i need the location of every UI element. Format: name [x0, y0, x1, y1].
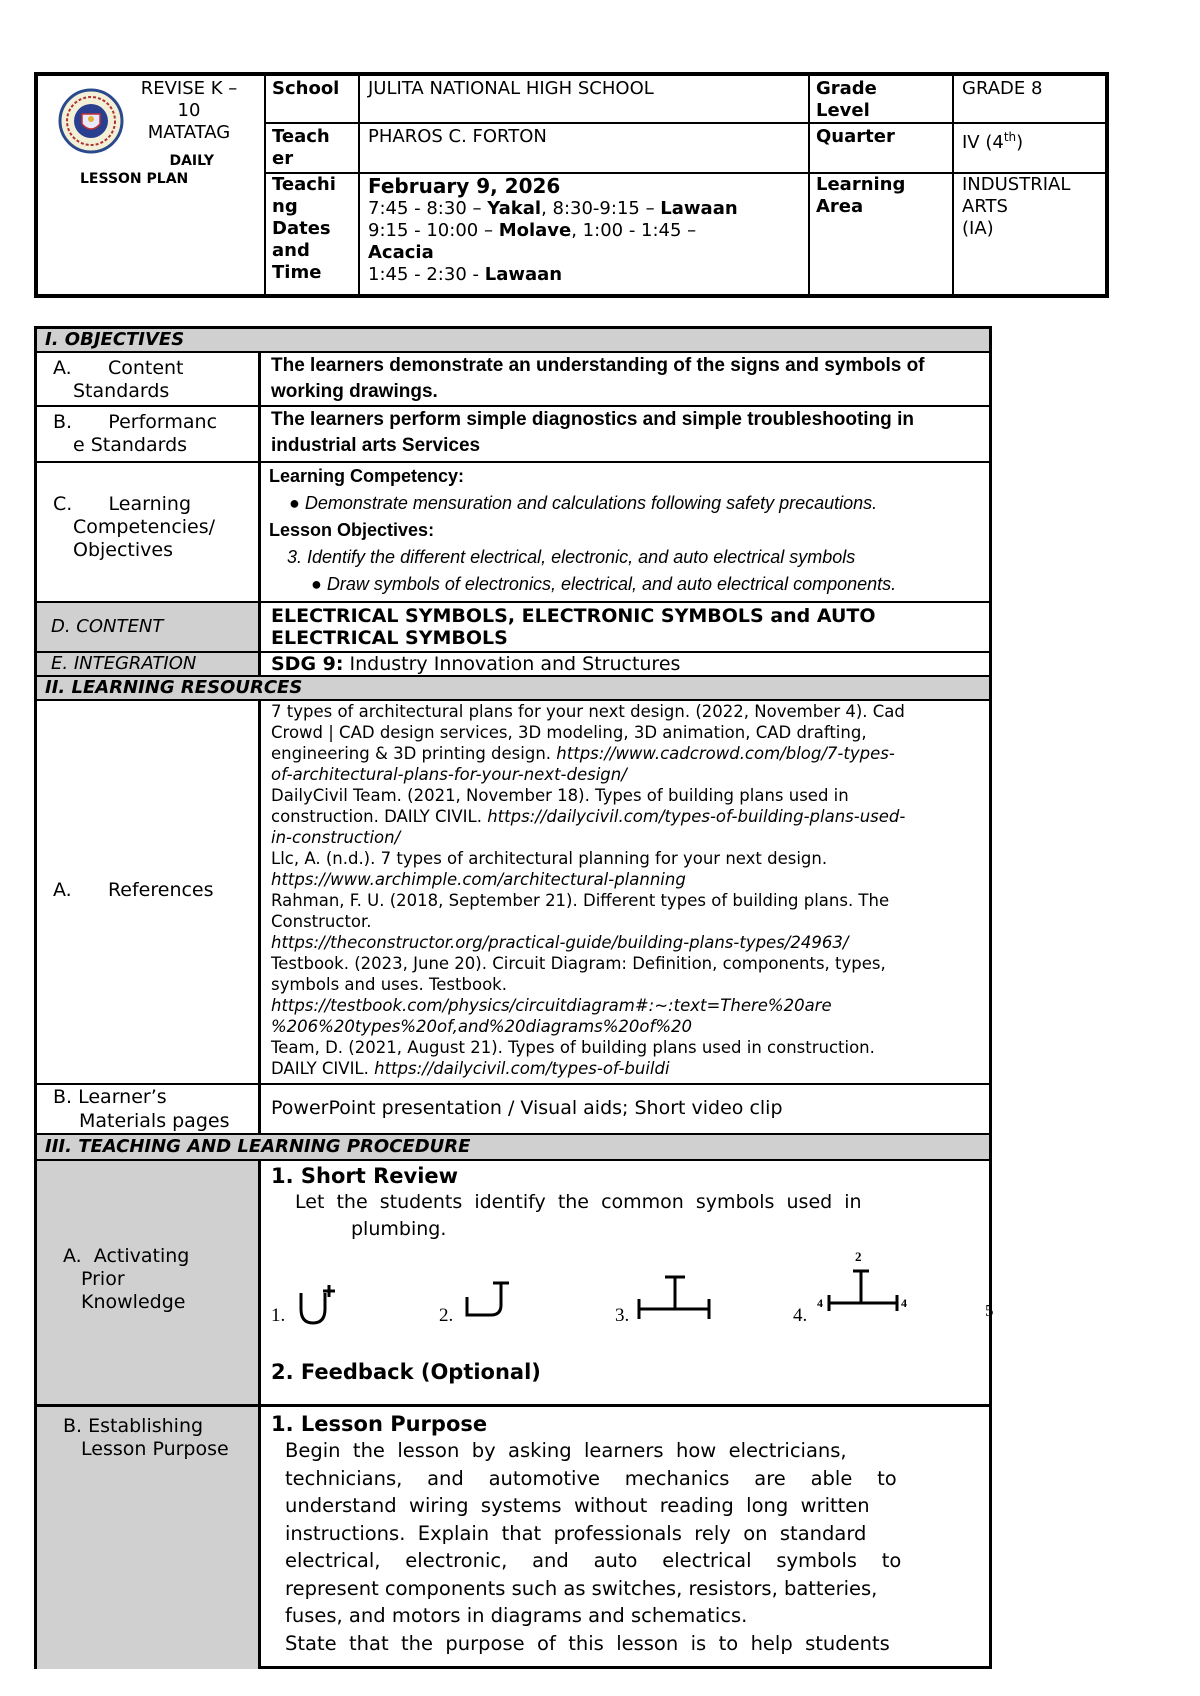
- performance-standards-row: [37, 407, 989, 463]
- feedback-heading: 2. Feedback (Optional): [271, 1360, 541, 1384]
- content-label: D. CONTENT: [37, 603, 261, 651]
- label-line: Lesson Purpose: [81, 1438, 229, 1460]
- text-line: The learners perform simple diagnostics and simple troubleshooting in: [271, 409, 914, 430]
- integration-label: E. INTEGRATION: [37, 653, 261, 675]
- content-standards-text: [261, 353, 989, 405]
- symbol-number: 4.: [793, 1305, 808, 1326]
- symbol-number: 1.: [271, 1305, 286, 1326]
- label-line: er: [272, 148, 294, 169]
- reference-line: Testbook. (2023, June 20). Circuit Diagram: Definition, components, types,: [271, 954, 886, 973]
- symbol4-label: 4: [901, 1296, 907, 1310]
- label-line: B. Performanc: [53, 411, 218, 433]
- title-line: REVISE K –: [140, 78, 238, 99]
- schedule-line: 1:45 - 2:30 - Lawaan: [368, 264, 563, 285]
- quarter-sup: th: [1003, 130, 1017, 144]
- purpose-line: State that the purpose of this lesson is to help students: [285, 1631, 890, 1655]
- learner-materials-label: [37, 1085, 261, 1133]
- content-standards-row: [37, 353, 989, 407]
- quarter-prefix: IV (4: [962, 132, 1004, 153]
- reference-line: engineering & 3D printing design. https://www.cadcrowd.com/blog/7-types-: [271, 744, 895, 763]
- learner-materials-row: [37, 1085, 989, 1135]
- references-row: [37, 701, 989, 1085]
- purpose-line: technicians, and automotive mechanics are able to: [285, 1466, 897, 1490]
- resources-section-header: II. LEARNING RESOURCES: [37, 677, 989, 701]
- lesson-date: February 9, 2026: [368, 174, 561, 198]
- schedule-line: 7:45 - 8:30 – Yakal, 8:30-9:15 – Lawaan: [368, 198, 738, 219]
- reference-line: in-construction/: [271, 828, 401, 847]
- reference-line: Team, D. (2021, August 21). Types of building plans used in construction.: [271, 1038, 875, 1057]
- label-line: Teach: [272, 126, 330, 147]
- label-line: Level: [816, 100, 870, 121]
- review-text-line: plumbing.: [351, 1218, 447, 1240]
- learning-area-label: [816, 174, 905, 218]
- label-line: Standards: [73, 380, 170, 402]
- label-line: ng: [272, 196, 298, 217]
- references-label: A. References: [37, 701, 261, 1083]
- content-text: [261, 603, 989, 651]
- purpose-line: electrical, electronic, and auto electrical symbols to: [285, 1549, 902, 1572]
- text-line: The learners demonstrate an understanding of the signs and symbols of: [271, 355, 925, 376]
- purpose-line: understand wiring systems without reading long written: [285, 1494, 870, 1517]
- label-line: and: [272, 240, 310, 261]
- label-line: B. Establishing: [63, 1415, 204, 1437]
- reference-line: Llc, A. (n.d.). 7 types of architectural planning for your next design.: [271, 849, 828, 868]
- activating-prior-knowledge-content: [261, 1161, 994, 1404]
- label-line: Competencies/: [73, 516, 216, 538]
- symbol-number: 2.: [439, 1305, 454, 1326]
- title-line: 10: [177, 100, 201, 121]
- text-line: working drawings.: [271, 381, 438, 402]
- label-line: Dates: [272, 218, 331, 239]
- performance-standards-label: [37, 407, 261, 461]
- label-line: A. Content: [53, 357, 184, 379]
- quarter-label: Quarter: [816, 126, 895, 147]
- reference-line: Rahman, F. U. (2018, September 21). Different types of building plans. The: [271, 891, 890, 910]
- plan-subtitle: [108, 152, 218, 170]
- purpose-line: instructions. Explain that professionals rely on standard: [285, 1521, 867, 1545]
- objectives-heading: Lesson Objectives:: [269, 520, 435, 540]
- subtitle-line: LESSON PLAN: [80, 171, 189, 187]
- reference-line: Crowd | CAD design services, 3D modeling, 3D animation, CAD drafting,: [271, 723, 867, 742]
- reference-line: construction. DAILY CIVIL. https://dailycivil.com/types-of-building-plans-used-: [271, 807, 906, 826]
- reference-line: Constructor.: [271, 912, 372, 931]
- text-line: industrial arts Services: [271, 435, 481, 456]
- integration-text: [261, 653, 989, 675]
- school-label: School: [272, 78, 340, 99]
- plumbing-symbol-4-icon: [817, 1247, 917, 1325]
- label-line: A. Activating: [63, 1245, 190, 1267]
- teacher-label: [272, 126, 330, 170]
- label-line: Prior: [81, 1268, 125, 1290]
- title-line: MATATAG: [147, 122, 231, 143]
- label-line: B. Learner’s: [53, 1086, 167, 1108]
- sdg-text: Industry Innovation and Structures: [343, 653, 681, 675]
- symbol4-label: 4: [817, 1296, 823, 1310]
- symbol-number: 3.: [615, 1305, 630, 1326]
- activating-prior-knowledge-row: [37, 1161, 994, 1407]
- learning-competencies-label: [37, 463, 261, 601]
- label-line: Objectives: [73, 539, 173, 561]
- quarter-value: [962, 126, 1023, 154]
- objective-item: 3. Identify the different electrical, electronic, and auto electrical symbols: [287, 547, 856, 567]
- lesson-purpose-label: [37, 1407, 261, 1669]
- subtitle-line: DAILY: [169, 153, 214, 169]
- learning-area-value: [962, 174, 1105, 240]
- teacher-value: PHAROS C. FORTON: [368, 126, 547, 147]
- purpose-line: Begin the lesson by asking learners how electricians,: [285, 1439, 847, 1462]
- label-line: Learning: [816, 174, 906, 195]
- content-standards-label: [37, 353, 261, 405]
- header-table: [34, 72, 1109, 298]
- symbol4-label: 2: [855, 1249, 862, 1264]
- performance-standards-text: [261, 407, 989, 461]
- schedule-line: 9:15 - 10:00 – Molave, 1:00 - 1:45 –: [368, 220, 697, 241]
- reference-line: https://www.archimple.com/architectural-planning: [271, 870, 686, 889]
- short-review-heading: 1. Short Review: [271, 1164, 459, 1188]
- lesson-purpose-row: [37, 1407, 989, 1669]
- plan-title: [136, 78, 242, 144]
- label-line: Teachi: [272, 174, 336, 195]
- plumbing-symbol-1-icon: [293, 1281, 345, 1329]
- label-line: Area: [816, 196, 864, 217]
- purpose-line: fuses, and motors in diagrams and schematics.: [285, 1604, 748, 1627]
- reference-line: https://testbook.com/physics/circuitdiagram#:~:text=There%20are: [271, 996, 832, 1015]
- text-line: ELECTRICAL SYMBOLS: [271, 627, 508, 649]
- schedule-line: Acacia: [368, 242, 434, 263]
- activating-prior-knowledge-label: [37, 1161, 261, 1404]
- label-line: Materials pages: [79, 1110, 230, 1132]
- lesson-purpose-text: [271, 1437, 979, 1657]
- reference-line: https://theconstructor.org/practical-guide/building-plans-types/24963/: [271, 933, 849, 952]
- reference-line: symbols and uses. Testbook.: [271, 975, 507, 994]
- learning-competencies-row: [37, 463, 989, 603]
- content-row: [37, 603, 989, 653]
- objectives-section-header: I. OBJECTIVES: [37, 329, 989, 353]
- label-line: Grade: [816, 78, 877, 99]
- school-value: JULITA NATIONAL HIGH SCHOOL: [368, 78, 654, 99]
- reference-line: DAILY CIVIL. https://dailycivil.com/types-of-buildi: [271, 1059, 670, 1078]
- learner-materials-text: PowerPoint presentation / Visual aids; Short video clip: [271, 1097, 783, 1119]
- label-line: Time: [272, 262, 322, 283]
- grade-level-value: GRADE 8: [962, 78, 1043, 99]
- review-text-line: Let the students identify the common symbols used in: [295, 1191, 862, 1213]
- value-line: (IA): [962, 218, 994, 239]
- label-line: Knowledge: [81, 1291, 186, 1313]
- quarter-suffix: ): [1016, 132, 1024, 153]
- reference-line: DailyCivil Team. (2021, November 18). Types of building plans used in: [271, 786, 849, 805]
- competency-item: ● Demonstrate mensuration and calculations following safety precautions.: [289, 493, 878, 513]
- text-line: ELECTRICAL SYMBOLS, ELECTRONIC SYMBOLS and AUTO: [271, 605, 876, 627]
- purpose-line: represent components such as switches, resistors, batteries,: [285, 1576, 878, 1600]
- integration-row: [37, 653, 989, 677]
- label-line: e Standards: [73, 434, 188, 456]
- plumbing-symbol-2-icon: [461, 1275, 521, 1325]
- plumbing-symbols-strip: [271, 1249, 995, 1329]
- lesson-plan-table: [34, 326, 992, 1669]
- plumbing-symbol-3-icon: [635, 1271, 715, 1325]
- reference-line: 7 types of architectural plans for your next design. (2022, November 4). Cad: [271, 702, 905, 721]
- teaching-dates-label: [272, 174, 336, 284]
- competency-heading: Learning Competency:: [269, 466, 465, 486]
- lesson-purpose-heading: 1. Lesson Purpose: [271, 1412, 488, 1436]
- references-list: [261, 701, 989, 1083]
- reference-line: %206%20types%20of,and%20diagrams%20of%20: [271, 1017, 693, 1036]
- lesson-purpose-content: [261, 1407, 989, 1669]
- learning-competencies-text: [261, 463, 989, 601]
- teaching-dates-value: [368, 174, 804, 286]
- plan-subtitle-2: [80, 170, 240, 188]
- grade-level-label: [816, 78, 877, 122]
- symbol-number: 5: [985, 1301, 994, 1320]
- label-line: C. Learning: [53, 493, 192, 515]
- sdg-label: SDG 9:: [271, 653, 344, 675]
- value-line: INDUSTRIAL ARTS: [962, 174, 1071, 217]
- reference-line: of-architectural-plans-for-your-next-design/: [271, 765, 627, 784]
- deped-seal-logo: [58, 88, 124, 154]
- objective-sub-item: ● Draw symbols of electronics, electrical, and auto electrical components.: [311, 574, 897, 594]
- procedure-section-header: III. TEACHING AND LEARNING PROCEDURE: [37, 1135, 989, 1161]
